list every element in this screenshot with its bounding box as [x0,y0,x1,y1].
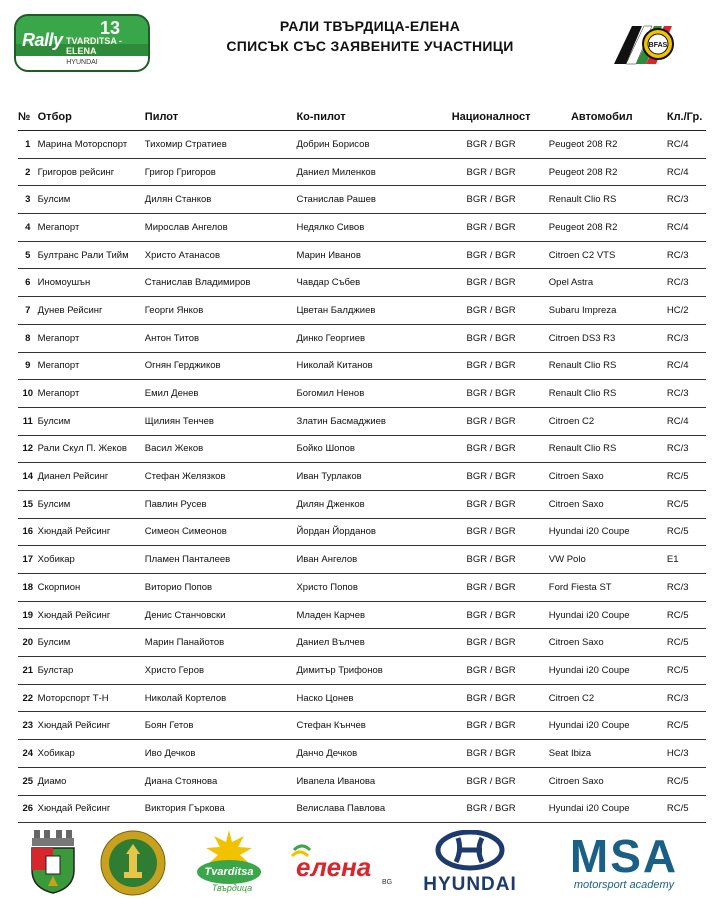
entry-number: 20 [18,629,38,657]
co-pilot-name: Даниел Миленков [296,158,445,186]
elena-municipality-emblem-icon [100,830,166,896]
table-row [18,297,706,325]
pilot-name: Мирослав Ангелов [145,214,297,242]
table-row [18,712,706,740]
nationality: BGR / BGR [445,795,536,823]
table-row [18,131,706,159]
team-name: Григоров рейсинг [38,158,145,186]
class-group: E1 [667,546,706,574]
table-row [18,601,706,629]
entry-number: 11 [18,407,38,435]
pilot-name: Боян Гетов [145,712,297,740]
team-name: Хобикар [38,546,145,574]
pilot-name: Диана Стоянова [145,767,297,795]
co-pilot-name: Златин Басмаджиев [296,407,445,435]
entry-number: 19 [18,601,38,629]
team-name: Бултранс Рали Тийм [38,241,145,269]
team-name: Хюндай Рейсинг [38,712,145,740]
col-header-pilot: Пилот [145,104,297,131]
team-name: Мегапорт [38,214,145,242]
car-model: Hyundai i20 Coupe [537,795,667,823]
logo-sponsor-strip: HYUNDAI [16,56,148,70]
nationality: BGR / BGR [445,324,536,352]
team-name: Булсим [38,186,145,214]
entry-number: 8 [18,324,38,352]
team-name: Булсим [38,407,145,435]
entry-number: 17 [18,546,38,574]
car-model: Peugeot 208 R2 [537,131,667,159]
pilot-name: Тихомир Стратиев [145,131,297,159]
hyundai-logo-text: HYUNDAI [423,874,517,894]
tvarditsa-coat-of-arms-icon [28,830,78,894]
logo-rally-name: TVARDITSA - ELENA [66,36,122,56]
class-group: RC/3 [667,574,706,602]
nationality: BGR / BGR [445,131,536,159]
nationality: BGR / BGR [445,435,536,463]
car-model: Renault Clio RS [537,380,667,408]
class-group: RC/3 [667,241,706,269]
class-group: RC/4 [667,131,706,159]
pilot-name: Васил Жеков [145,435,297,463]
nationality: BGR / BGR [445,574,536,602]
team-name: Мегапорт [38,380,145,408]
bfas-logo-text: BFAS [648,42,668,49]
team-name: Булстар [38,657,145,685]
entry-number: 10 [18,380,38,408]
nationality: BGR / BGR [445,297,536,325]
class-group: RC/5 [667,490,706,518]
nationality: BGR / BGR [445,158,536,186]
class-group: RC/5 [667,657,706,685]
table-row [18,380,706,408]
co-pilot-name: Христо Попов [296,574,445,602]
nationality: BGR / BGR [445,241,536,269]
pilot-name: Марин Панайотов [145,629,297,657]
team-name: Мегапорт [38,324,145,352]
co-pilot-name: Иван Ангелов [296,546,445,574]
entry-number: 2 [18,158,38,186]
table-row [18,490,706,518]
elena-logo-text: елена [296,852,372,882]
entry-list-table [18,104,706,823]
entry-number: 3 [18,186,38,214]
pilot-name: Стефан Желязков [145,463,297,491]
class-group: RC/5 [667,518,706,546]
car-model: Hyundai i20 Coupe [537,518,667,546]
car-model: Citroen Saxo [537,767,667,795]
elena-tourism-logo-icon [288,842,400,886]
nationality: BGR / BGR [445,380,536,408]
class-group: RC/5 [667,629,706,657]
table-row [18,241,706,269]
nationality: BGR / BGR [445,518,536,546]
car-model: Citroen Saxo [537,490,667,518]
team-name: Дунев Рейсинг [38,297,145,325]
table-row [18,546,706,574]
car-model: Peugeot 208 R2 [537,158,667,186]
co-pilot-name: Чавдар Събев [296,269,445,297]
co-pilot-name: Даниел Вълчев [296,629,445,657]
table-row [18,435,706,463]
nationality: BGR / BGR [445,490,536,518]
bfas-logo [612,14,682,74]
table-row [18,407,706,435]
pilot-name: Георги Янков [145,297,297,325]
col-header-team: Отбор [38,104,145,131]
co-pilot-name: Недялко Сивов [296,214,445,242]
class-group: RC/3 [667,186,706,214]
table-row [18,629,706,657]
car-model: Hyundai i20 Coupe [537,712,667,740]
table-row [18,186,706,214]
document-title [200,16,540,56]
nationality: BGR / BGR [445,712,536,740]
title-line-rally: РАЛИ ТВЪРДИЦА-ЕЛЕНА [279,18,461,34]
table-row [18,684,706,712]
pilot-name: Огнян Герджиков [145,352,297,380]
class-group: RC/3 [667,324,706,352]
co-pilot-name: Станислав Рашев [296,186,445,214]
co-pilot-name: Богомил Ненов [296,380,445,408]
class-group: RC/5 [667,712,706,740]
team-name: Булсим [38,629,145,657]
pilot-name: Симеон Симеонов [145,518,297,546]
pilot-name: Щилиян Тенчев [145,407,297,435]
nationality: BGR / BGR [445,186,536,214]
pilot-name: Николай Кортелов [145,684,297,712]
team-name: Булсим [38,490,145,518]
table-row [18,657,706,685]
page-header [0,0,720,80]
class-group: RC/5 [667,795,706,823]
co-pilot-name: Бойко Шопов [296,435,445,463]
pilot-name: Виторио Попов [145,574,297,602]
co-pilot-name: Николай Китанов [296,352,445,380]
entry-number: 5 [18,241,38,269]
table-row [18,740,706,768]
team-name: Хюндай Рейсинг [38,518,145,546]
nationality: BGR / BGR [445,463,536,491]
class-group: HC/2 [667,297,706,325]
entry-number: 14 [18,463,38,491]
team-name: Моторспорт Т-Н [38,684,145,712]
car-model: Opel Astra [537,269,667,297]
entry-number: 16 [18,518,38,546]
col-header-co-pilot: Ко-пилот [296,104,445,131]
team-name: Иномоушън [38,269,145,297]
nationality: BGR / BGR [445,684,536,712]
table-row [18,518,706,546]
pilot-name: Виктория Гъркова [145,795,297,823]
table-row [18,158,706,186]
car-model: Hyundai i20 Coupe [537,601,667,629]
car-model: Seat Ibiza [537,740,667,768]
car-model: Subaru Impreza [537,297,667,325]
team-name: Марина Моторспорт [38,131,145,159]
msa-logo-text: MSA [569,832,679,882]
co-pilot-name: Младен Карчев [296,601,445,629]
pilot-name: Антон Титов [145,324,297,352]
nationality: BGR / BGR [445,601,536,629]
entry-number: 25 [18,767,38,795]
table-row [18,574,706,602]
class-group: RC/4 [667,407,706,435]
class-group: RC/3 [667,380,706,408]
table-row [18,269,706,297]
co-pilot-name: Наско Цонев [296,684,445,712]
table-row [18,214,706,242]
title-line-entry-list: СПИСЪК СЪС ЗАЯВЕНИТЕ УЧАСТНИЦИ [226,38,514,54]
car-model: Citroen C2 [537,407,667,435]
logo-edition-number: 13 [100,18,121,38]
car-model: Peugeot 208 R2 [537,214,667,242]
team-name: Хобикар [38,740,145,768]
col-header-number: № [18,104,38,131]
pilot-name: Пламен Панталеев [145,546,297,574]
entry-number: 1 [18,131,38,159]
entry-number: 9 [18,352,38,380]
class-group: RC/5 [667,767,706,795]
pilot-name: Станислав Владимиров [145,269,297,297]
car-model: Citroen DS3 R3 [537,324,667,352]
entry-number: 23 [18,712,38,740]
team-name: Рали Скул П. Жеков [38,435,145,463]
co-pilot-name: Марин Иванов [296,241,445,269]
co-pilot-name: Добрин Борисов [296,131,445,159]
class-group: RC/4 [667,352,706,380]
tvarditsa-tourism-logo-icon [194,828,264,894]
nationality: BGR / BGR [445,740,536,768]
entry-number: 18 [18,574,38,602]
entry-number: 22 [18,684,38,712]
team-name: Мегапорт [38,352,145,380]
pilot-name: Денис Станчовски [145,601,297,629]
pilot-name: Христо Геров [145,657,297,685]
co-pilot-name: Иван Турлаков [296,463,445,491]
co-pilot-name: Димитър Трифонов [296,657,445,685]
team-name: Хюндай Рейсинг [38,601,145,629]
pilot-name: Павлин Русев [145,490,297,518]
entry-number: 15 [18,490,38,518]
car-model: Citroen C2 VTS [537,241,667,269]
co-pilot-name: Ивanела Иванова [296,767,445,795]
co-pilot-name: Динко Георгиев [296,324,445,352]
car-model: Renault Clio RS [537,352,667,380]
co-pilot-name: Йордан Йорданов [296,518,445,546]
entry-number: 6 [18,269,38,297]
entry-number: 7 [18,297,38,325]
table-header-row [18,104,706,131]
tvarditsa-logo-text: Tvarditsa [204,866,254,878]
class-group: RC/3 [667,435,706,463]
car-model: Citroen C2 [537,684,667,712]
sponsor-footer [0,828,720,899]
nationality: BGR / BGR [445,352,536,380]
nationality: BGR / BGR [445,214,536,242]
class-group: RC/5 [667,601,706,629]
entry-number: 24 [18,740,38,768]
co-pilot-name: Цветан Балджиев [296,297,445,325]
car-model: Renault Clio RS [537,186,667,214]
class-group: HC/3 [667,740,706,768]
msa-motorsport-academy-logo-icon [556,832,692,894]
co-pilot-name: Стефан Кънчев [296,712,445,740]
class-group: RC/3 [667,684,706,712]
col-header-car: Автомобил [537,104,667,131]
entry-number: 4 [18,214,38,242]
car-model: Citroen Saxo [537,629,667,657]
entry-number: 21 [18,657,38,685]
nationality: BGR / BGR [445,546,536,574]
table-row [18,767,706,795]
hyundai-logo-icon [414,830,526,894]
team-name: Хюндай Рейсинг [38,795,145,823]
elena-logo-suffix: BG [382,879,393,886]
car-model: Citroen Saxo [537,463,667,491]
col-header-nationality: Националност [445,104,536,131]
car-model: Ford Fiesta ST [537,574,667,602]
table-row [18,795,706,823]
co-pilot-name: Дилян Дженков [296,490,445,518]
car-model: Hyundai i20 Coupe [537,657,667,685]
class-group: RC/4 [667,158,706,186]
co-pilot-name: Велислава Павлова [296,795,445,823]
table-row [18,352,706,380]
nationality: BGR / BGR [445,269,536,297]
table-row [18,324,706,352]
team-name: Дианел Рейсинг [38,463,145,491]
pilot-name: Христо Атанасов [145,241,297,269]
class-group: RC/4 [667,214,706,242]
nationality: BGR / BGR [445,657,536,685]
col-header-class: Кл./Гр. [667,104,706,131]
co-pilot-name: Данчо Дечков [296,740,445,768]
entry-number: 26 [18,795,38,823]
nationality: BGR / BGR [445,767,536,795]
pilot-name: Иво Дечков [145,740,297,768]
car-model: Renault Clio RS [537,435,667,463]
msa-logo-subtext: motorsport academy [573,879,675,891]
car-model: VW Polo [537,546,667,574]
rally-tvarditsa-elena-logo [14,14,150,72]
pilot-name: Емил Денев [145,380,297,408]
pilot-name: Григор Григоров [145,158,297,186]
nationality: BGR / BGR [445,629,536,657]
tvarditsa-logo-subtext: Твърдица [211,883,253,893]
nationality: BGR / BGR [445,407,536,435]
table-body [18,131,706,823]
team-name: Диамо [38,767,145,795]
entry-number: 12 [18,435,38,463]
team-name: Скорпион [38,574,145,602]
pilot-name: Дилян Станков [145,186,297,214]
table-row [18,463,706,491]
logo-rally-word: Rally [22,30,63,50]
class-group: RC/3 [667,269,706,297]
class-group: RC/5 [667,463,706,491]
